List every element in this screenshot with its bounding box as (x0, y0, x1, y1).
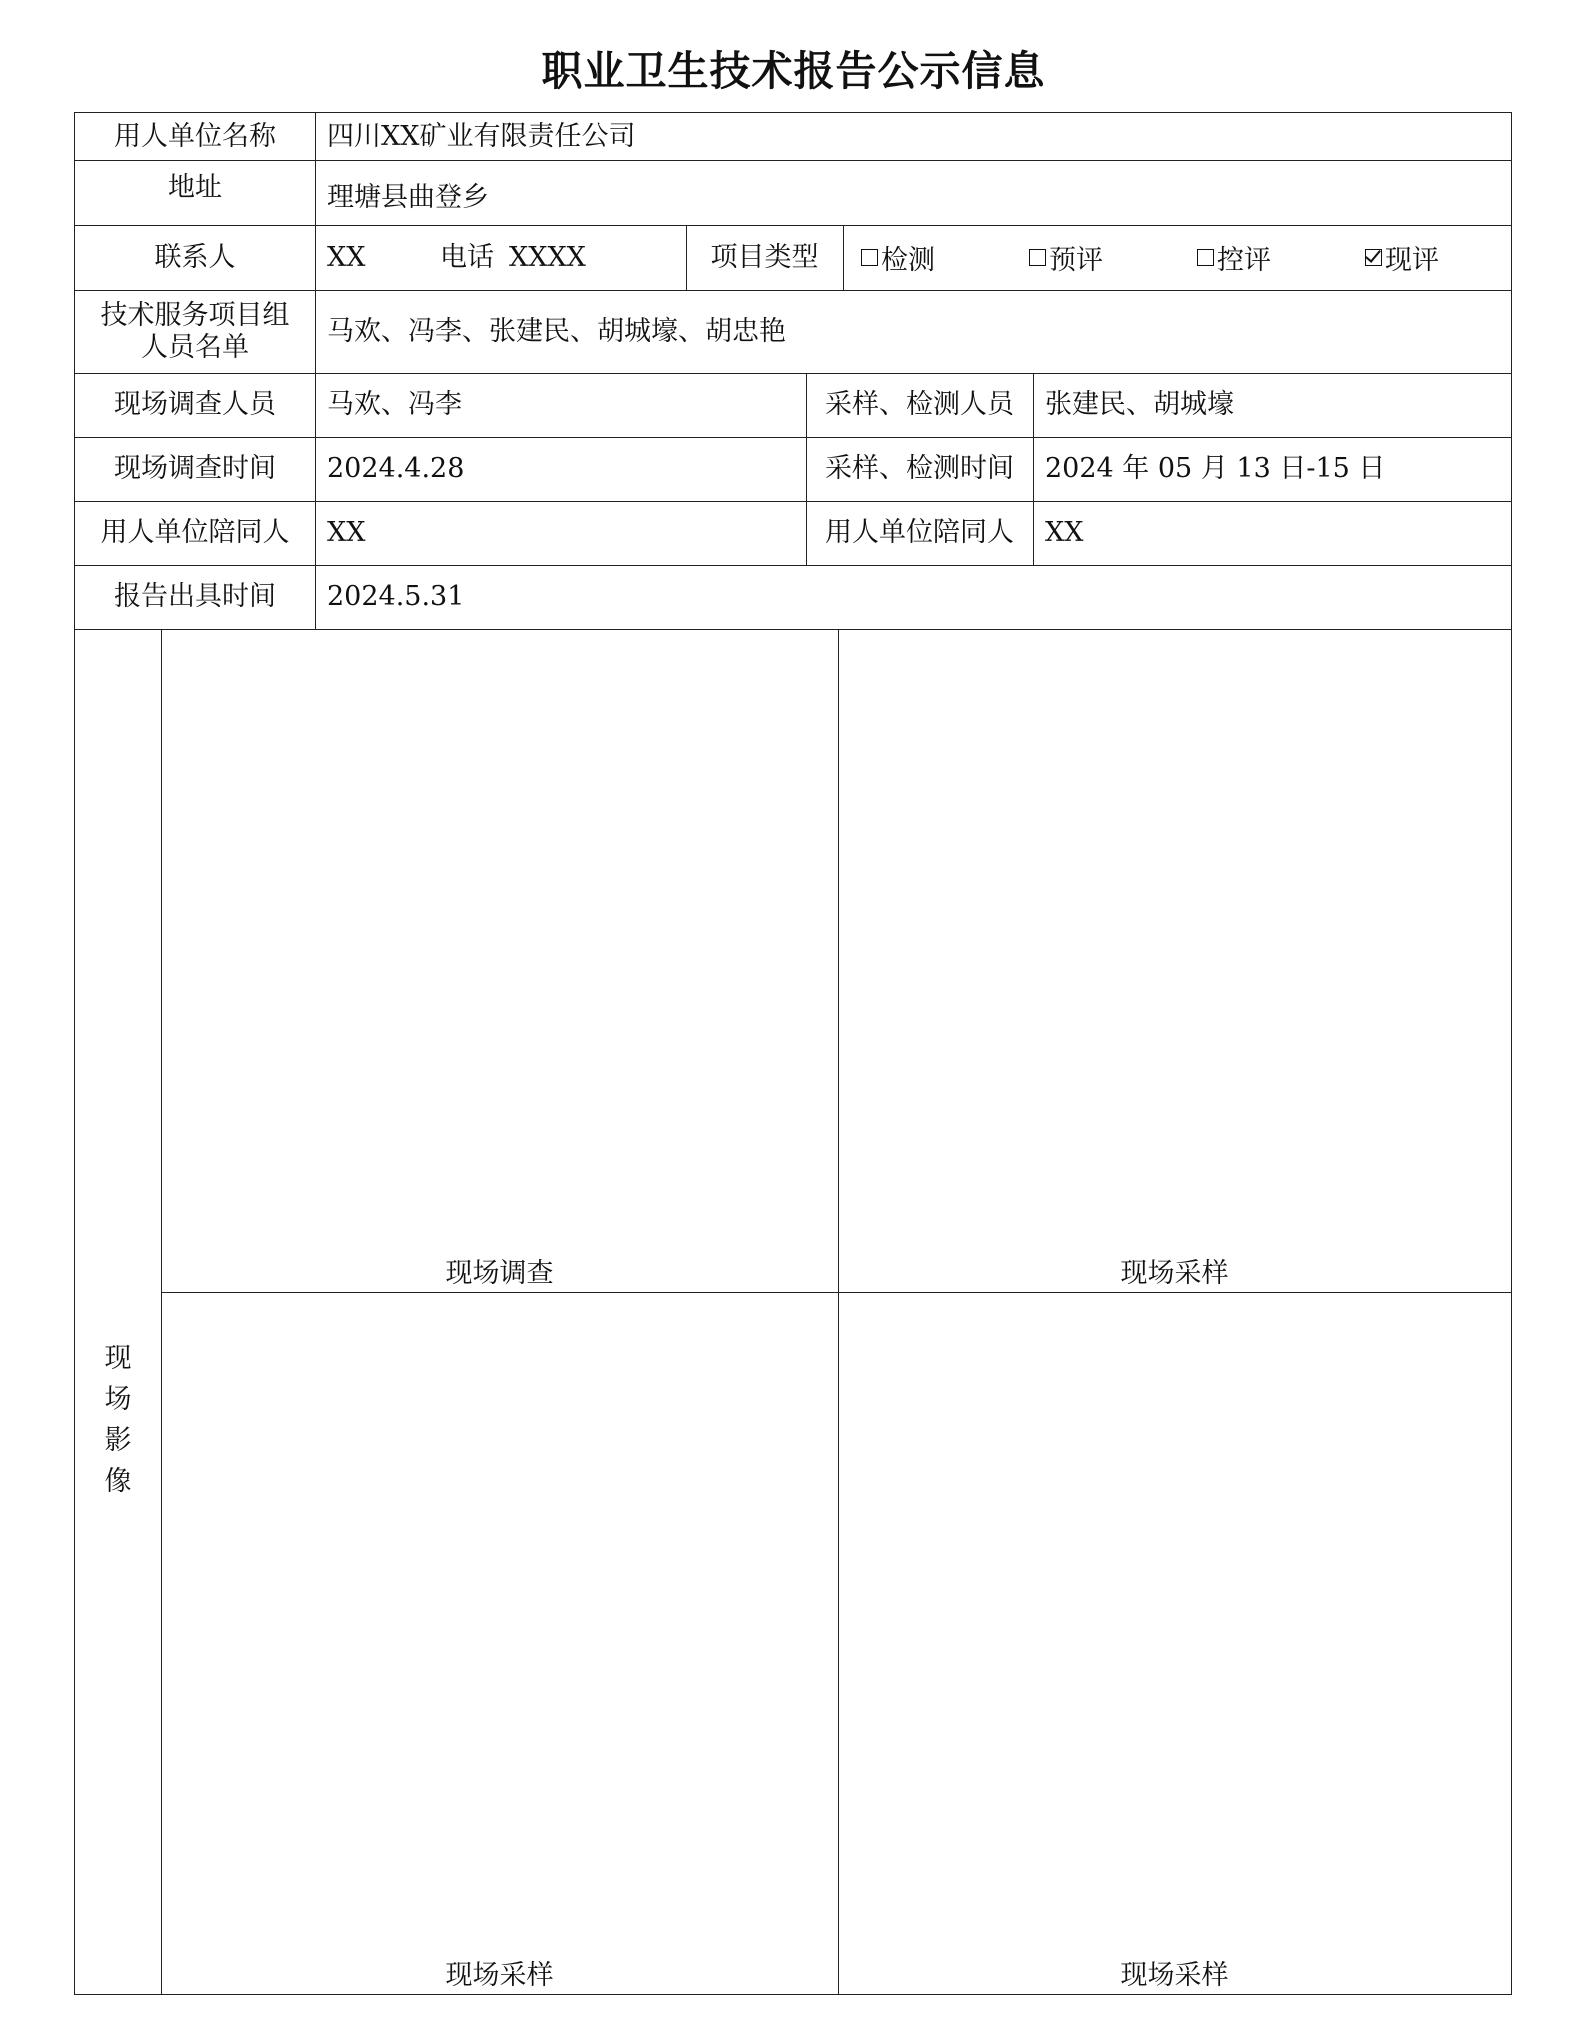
survey-time-value: 2024.4.28 (327, 453, 465, 485)
photo-caption-survey: 现场调查 (445, 1258, 554, 1289)
option-detection[interactable] (861, 225, 935, 290)
option-label: 预评 (1049, 245, 1103, 276)
disclosure-table (74, 112, 1512, 1995)
contact-label: 联系人 (154, 241, 236, 273)
employer-name-label: 用人单位名称 (114, 120, 276, 152)
companion-label: 用人单位陪同人 (100, 517, 290, 549)
checkbox-icon (1029, 249, 1046, 266)
page-title: 职业卫生技术报告公示信息 (541, 47, 1046, 95)
survey-time-label: 现场调查时间 (114, 453, 276, 485)
photo-caption-sampling-2: 现场采样 (445, 1960, 554, 1991)
option-label: 检测 (881, 245, 935, 276)
team-value: 马欢、冯李、张建民、胡城壕、胡忠艳 (327, 315, 786, 347)
team-label-line1: 技术服务项目组 (100, 300, 290, 332)
project-type-label: 项目类型 (710, 241, 819, 273)
address-value: 理塘县曲登乡 (327, 181, 489, 213)
sampling-time-label: 采样、检测时间 (825, 453, 1014, 485)
companion-label-2: 用人单位陪同人 (825, 517, 1014, 549)
survey-staff-label: 现场调查人员 (114, 389, 276, 421)
option-status-evaluation[interactable] (1365, 225, 1439, 290)
phone-label: 电话 (440, 241, 494, 273)
companion-value: XX (327, 517, 366, 549)
team-label (75, 290, 315, 373)
sampling-time-value: 2024 年 05 月 13 日-15 日 (1045, 453, 1386, 485)
phone-value: XXXX (509, 241, 586, 273)
contact-name: XX (327, 241, 366, 273)
photo-caption-sampling-3: 现场采样 (1120, 1960, 1229, 1991)
option-label: 控评 (1217, 245, 1271, 276)
report-date-value: 2024.5.31 (327, 581, 465, 613)
team-label-line2: 人员名单 (141, 331, 249, 363)
option-label: 现评 (1385, 245, 1439, 276)
companion-value-2: XX (1045, 517, 1084, 549)
sampling-staff-value: 张建民、胡城壕 (1045, 389, 1234, 421)
checkbox-icon (1197, 249, 1214, 266)
checkbox-icon (861, 249, 878, 266)
option-pre-evaluation[interactable] (1029, 225, 1103, 290)
photo-section-label: 现 场 影 像 (104, 1343, 132, 1497)
report-date-label: 报告出具时间 (114, 581, 276, 613)
employer-name-value: 四川XX矿业有限责任公司 (327, 120, 636, 152)
photo-caption-sampling-1: 现场采样 (1120, 1258, 1229, 1289)
checked-checkbox-icon (1365, 249, 1382, 266)
sampling-staff-label: 采样、检测人员 (825, 389, 1014, 421)
option-control-evaluation[interactable] (1197, 225, 1271, 290)
survey-staff-value: 马欢、冯李 (327, 389, 462, 421)
address-label: 地址 (168, 171, 222, 203)
